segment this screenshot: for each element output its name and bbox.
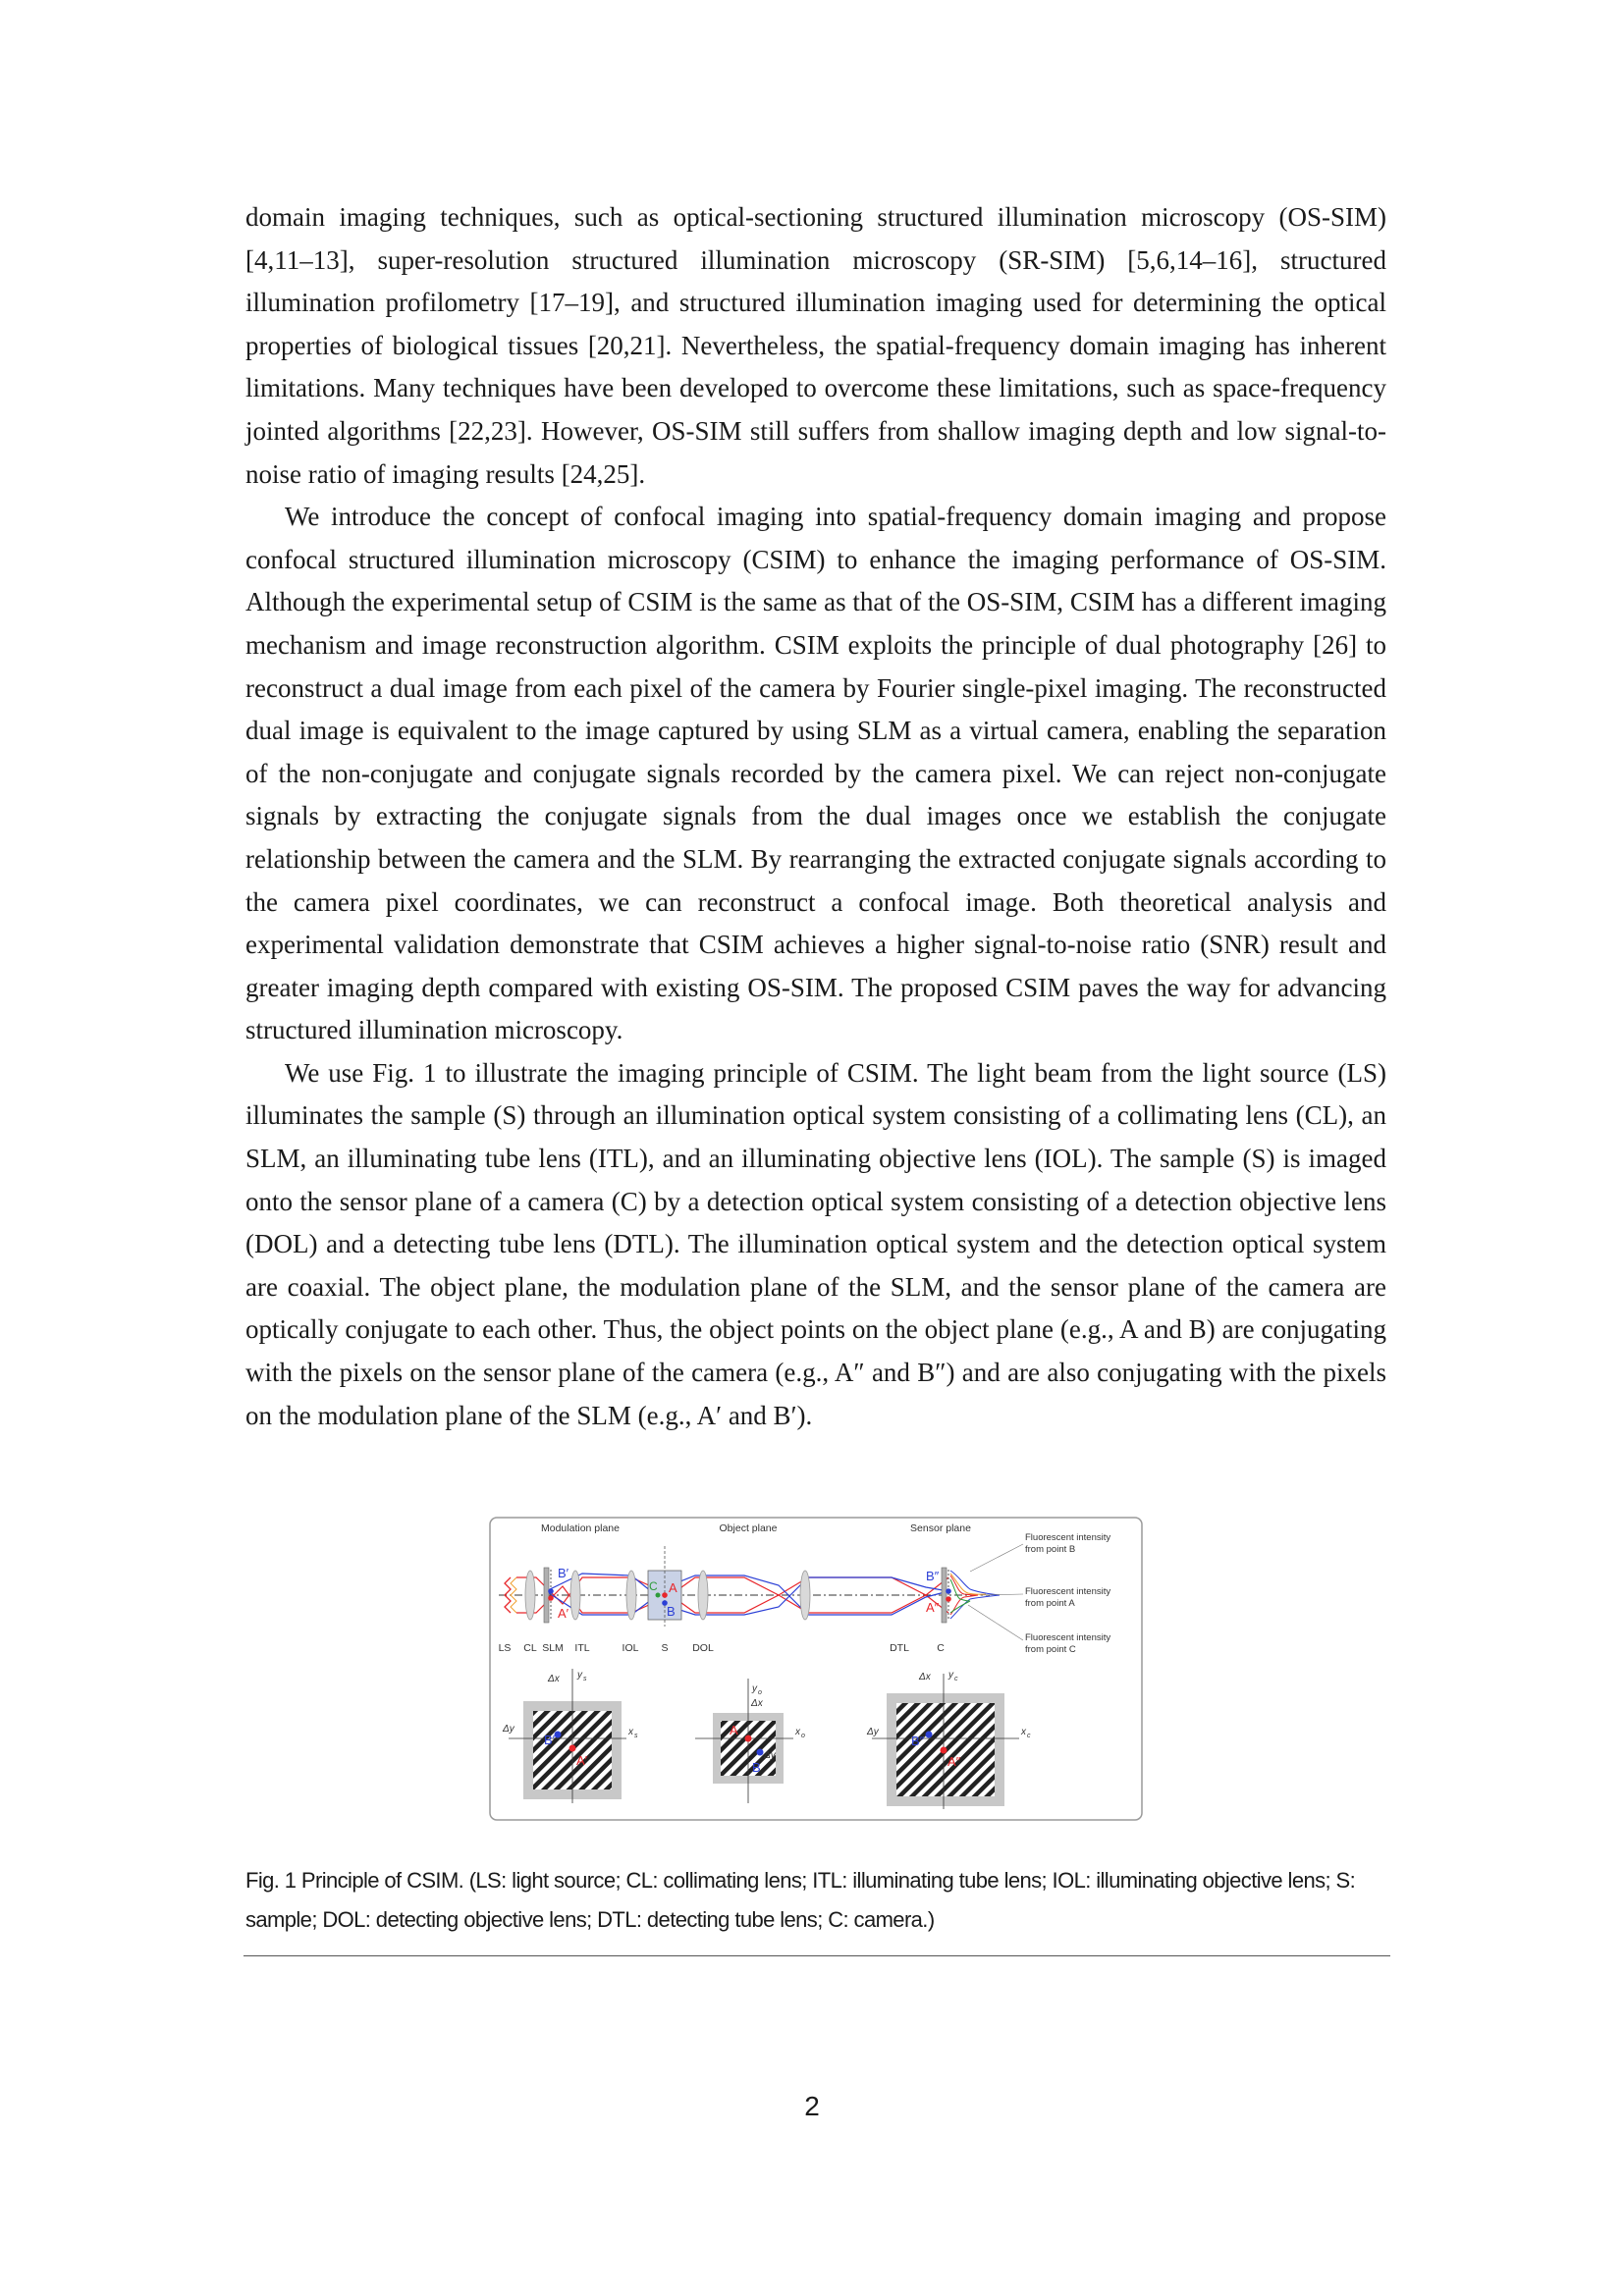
svg-text:Δx: Δx — [751, 1698, 763, 1709]
svg-text:o: o — [758, 1689, 762, 1696]
label-a: A — [669, 1580, 677, 1595]
label-b-double-prime: B″ — [926, 1569, 940, 1583]
marker-a-mod — [548, 1595, 554, 1601]
figure-1 — [489, 1517, 1143, 1821]
paragraph-1: domain imaging techniques, such as optical-sectioning structured illumination microscopy (OS-SIM) [4,11–13], super-resolution structured illumination microscopy (SR-SIM) [5,6,14–16], structured illumination profilometry [17–19], and structured illumination imaging used for determining the optical properties of biological tissues [20,21]. Nevertheless, the spatial-frequency domain imaging has inherent limitations. Many techniques have been developed to overcome these limitations, such as space-frequency jointed algorithms [22,23]. However, OS-SIM still suffers from shallow imaging depth and low signal-to-noise ratio of imaging results [24,25]. — [245, 202, 1386, 489]
svg-text:Δx: Δx — [919, 1672, 931, 1682]
legend-b-line1: Fluorescent intensity — [1025, 1532, 1111, 1543]
svg-text:Δy: Δy — [764, 1750, 776, 1761]
svg-text:s: s — [583, 1676, 587, 1682]
svg-text:x: x — [628, 1727, 633, 1737]
svg-text:c: c — [1027, 1733, 1031, 1739]
page-number: 2 — [804, 2091, 820, 2121]
legend-b-line2: from point B — [1025, 1544, 1076, 1555]
svg-text:y: y — [577, 1670, 582, 1681]
svg-text:A′: A′ — [576, 1753, 588, 1768]
label-b: B — [667, 1604, 676, 1619]
svg-text:o: o — [801, 1733, 805, 1739]
svg-text:B′: B′ — [544, 1733, 556, 1747]
label-a-double-prime: A″ — [926, 1600, 940, 1615]
label-slm: SLM — [542, 1642, 564, 1654]
legend-c-line2: from point C — [1025, 1644, 1076, 1655]
label-a-prime: A′ — [558, 1606, 569, 1621]
svg-text:Δy: Δy — [867, 1727, 879, 1737]
slm-element — [544, 1568, 549, 1623]
figure-caption: Fig. 1 Principle of CSIM. (LS: light source; CL: collimating lens; ITL: illuminating tube lens; IOL: illuminating objective lens; S: sample; DOL: detecting objective lens; DTL: detecting tube lens; C: camera.) — [245, 1868, 1356, 1932]
lens-dol — [698, 1571, 708, 1620]
label-itl: ITL — [574, 1642, 590, 1654]
csim-diagram — [489, 1517, 1143, 1821]
paragraph-2: We introduce the concept of confocal imaging into spatial-frequency domain imaging and propose confocal structured illumination microscopy (CSIM) to enhance the imaging performance of OS-SIM. Although the experimental setup of CSIM is the same as that of the OS-SIM, CSIM has a different imaging mechanism and image reconstruction algorithm. CSIM exploits the principle of dual photography [26] to reconstruct a dual image from each pixel of the camera by Fourier single-pixel imaging. The reconstructed dual image is equivalent to the image captured by using SLM as a virtual camera, enabling the separation of the non-conjugate and conjugate signals recorded by the camera pixel. We can reject non-conjugate signals by extracting the conjugate signals from the dual images once we establish the conjugate relationship between the camera and the SLM. By rearranging the extracted conjugate signals according to the camera pixel coordinates, we can reconstruct a confocal image. Both theoretical analysis and experimental validation demonstrate that CSIM achieves a higher signal-to-noise ratio (SNR) result and greater imaging depth compared with existing OS-SIM. The proposed CSIM paves the way for advancing structured illumination microscopy. — [245, 502, 1386, 1045]
label-b-prime: B′ — [558, 1566, 569, 1580]
svg-text:x: x — [1021, 1727, 1026, 1737]
legend-c-line1: Fluorescent intensity — [1025, 1632, 1111, 1643]
label-c-camera: C — [937, 1642, 945, 1654]
legend-a-line2: from point A — [1025, 1598, 1075, 1609]
legend-a-line1: Fluorescent intensity — [1025, 1586, 1111, 1597]
svg-text:c: c — [954, 1676, 958, 1682]
svg-text:s: s — [634, 1733, 638, 1739]
lens-dtl — [800, 1571, 810, 1620]
svg-text:B″: B″ — [911, 1734, 925, 1748]
caption-rule — [244, 1955, 1390, 1956]
marker-a-obj — [662, 1592, 668, 1598]
marker-a-sen — [946, 1596, 951, 1602]
label-cl: CL — [523, 1642, 537, 1654]
svg-text:Δy: Δy — [503, 1724, 514, 1735]
plane-label-modulation: Modulation plane — [541, 1522, 620, 1534]
marker-b-sen — [946, 1588, 951, 1594]
label-ls: LS — [498, 1642, 512, 1654]
lens-iol — [626, 1571, 636, 1620]
body-text — [245, 196, 1386, 1437]
label-s: S — [661, 1642, 669, 1654]
plane-label-sensor: Sensor plane — [910, 1522, 971, 1534]
svg-text:A: A — [730, 1723, 738, 1737]
svg-text:y: y — [948, 1670, 953, 1681]
svg-text:Δx: Δx — [548, 1674, 560, 1684]
svg-text:B: B — [752, 1760, 761, 1775]
lens-cl — [525, 1571, 535, 1620]
lens-itl — [570, 1571, 580, 1620]
plane-label-object: Object plane — [719, 1522, 778, 1534]
svg-text:A″: A″ — [947, 1754, 961, 1769]
paragraph-3: We use Fig. 1 to illustrate the imaging principle of CSIM. The light beam from the light source (LS) illuminates the sample (S) through an illumination optical system consisting of a collimating lens (CL), an SLM, an illuminating tube lens (ITL), and an illuminating objective lens (IOL). The sample (S) is imaged onto the sensor plane of a camera (C) by a detection optical system consisting of a detection objective lens (DOL) and a detecting tube lens (DTL). The illumination optical system and the detection optical system are coaxial. The object plane, the modulation plane of the SLM, and the sensor plane of the camera are optically conjugate to each other. Thus, the object points on the object plane (e.g., A and B) are conjugating with the pixels on the sensor plane of the camera (e.g., A″ and B″) and are also conjugating with the pixels on the modulation plane of the SLM (e.g., A′ and B′). — [245, 1057, 1386, 1430]
label-iol: IOL — [622, 1642, 639, 1654]
label-dtl: DTL — [890, 1642, 909, 1654]
svg-text:y: y — [752, 1683, 757, 1694]
label-c: C — [649, 1579, 658, 1593]
camera-sensor — [942, 1568, 947, 1623]
svg-text:x: x — [795, 1727, 800, 1737]
marker-b-mod — [548, 1588, 554, 1594]
marker-c-obj — [656, 1593, 661, 1598]
label-dol: DOL — [692, 1642, 714, 1654]
